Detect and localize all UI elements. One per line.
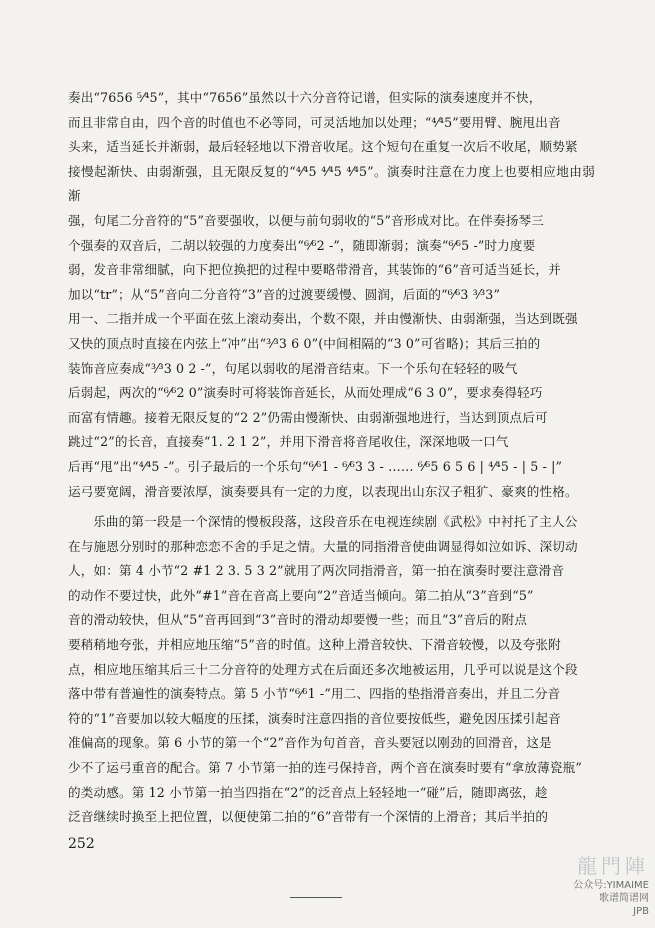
text-line: 符的“1”音要加以较大幅度的压揉，演奏时注意四指的音位要按低些，避免因压揉引起音	[68, 710, 561, 726]
text-line: 泛音继续时换至上把位置，以便使第二拍的“6”音带有一个深情的上滑音；其后半拍的	[68, 809, 549, 825]
text-line: 落中带有普遍性的演奏特点。第 5 小节“⁶⁄⁶1 -”用二、四指的垫指滑音奏出，并且二分音	[68, 686, 561, 702]
text-line: 加以“tr”；从“5”音向二分音符“3”音的过渡要缓慢、圆润，后面的“⁶⁄⁶3 ³⁄³3”	[68, 286, 501, 302]
body-text	[68, 86, 595, 830]
watermark	[539, 850, 649, 920]
text-line: 而且非常自由，四个音的时值也不必等同，可灵活地加以处理；“⁴⁄⁴5”要用臂、腕甩出音	[68, 114, 561, 130]
text-line: 接慢起渐快、由弱渐强，且无限反复的“⁴⁄⁴5 ⁴⁄⁴5 ⁴⁄⁴5”。演奏时注意在力度上也要相应地由弱渐	[68, 163, 595, 204]
text-line: 准偏高的现象。第 6 小节的第一个“2”音作为句首音，音头要冠以刚劲的回滑音，这是	[68, 735, 552, 751]
page-number: 252	[68, 836, 95, 852]
text-line: 运弓要宽阔，滑音要浓厚，演奏要具有一定的力度，以表现出山东汉子粗犷、豪爽的性格。	[68, 483, 578, 499]
text-line: 装饰音应奏成“³⁄³3 0 2 -”，句尾以弱收的尾滑音结束。下一个乐句在轻轻的吸气	[68, 360, 518, 376]
text-line: 音的滑动较快，但从“5”音再回到“3”音时的滑动却要慢一些；而且“3”音后的附点	[68, 612, 528, 628]
text-line: 后弱起，两次的“⁶⁄⁶2 0”演奏时可将装饰音延长，从而处理成“6 3 0”，要求奏得轻巧	[68, 385, 543, 401]
text-line: 少不了运弓重音的配合。第 7 小节第一拍的连弓保持音，两个音在演奏时要有“拿放薄瓷瓶”	[68, 760, 582, 776]
text-line: 人，如：第 4 小节“2 #1 2 3. 5 3 2”就用了两次同指滑音，第一拍在演奏时要注意滑音	[68, 563, 565, 579]
text-line: 个强奏的双音后，二胡以较强的力度奏出“⁶⁄⁶2 -”，随即渐弱；演奏“⁶⁄⁶5 -”时力度要	[68, 237, 536, 253]
text-line: 在与施恩分别时的那种恋恋不舍的手足之情。大量的同指滑音使曲调显得如泣如诉、深切动	[68, 538, 578, 554]
paragraph-1	[68, 86, 595, 504]
watermark-line-2: 歌谱简谱网	[599, 893, 649, 904]
text-line: 跳过“2”的长音，直接奏“1. 2 1 2”，并用下滑音将音尾收住，深深地吸一口气	[68, 434, 509, 450]
text-line: 弱，发音非常细腻，向下把位换把的过程中要略带滑音，其装饰的“6”音可适当延长，并	[68, 262, 561, 278]
watermark-line-1: 公众号:YIMAIME	[573, 880, 649, 891]
text-line: 奏出“7656 ⁵⁄⁴5”，其中“7656”虽然以十六分音符记谱，但实际的演奏速度并不快，	[68, 90, 542, 105]
text-line: 的类动感。第 12 小节第一拍当四指在“2”的泛音点上轻轻地一“碰”后，随即离弦，趁	[68, 784, 548, 800]
text-line: 点，相应地压缩其后三十二分音符的处理方式在后面还多次地被运用，几乎可以说是这个段	[68, 661, 578, 677]
footer-divider	[290, 897, 342, 898]
text-line: 后再“甩”出“⁴⁄⁴5 -”。引子最后的一个乐句“⁶⁄⁶1 - ⁶⁄⁶3 3 - …… ⁶⁄⁶5 6 5 6 | ⁴⁄⁴5 - | 5 - |”	[68, 458, 563, 474]
text-line: 要稍稍地夸张，并相应地压缩“5”音的时值。这种上滑音较快、下滑音较慢，以及夸张附	[68, 637, 561, 653]
watermark-logo: 龍門陣	[577, 854, 649, 878]
text-line: 的动作不要过快，此外“#1”音在音高上要向“2”音适当倾向。第二拍从“3”音到“5”	[68, 587, 534, 603]
text-line: 头来，适当延长并渐弱，最后轻轻地以下滑音收尾。这个短句在重复一次后不收尾，顺势紧	[68, 139, 578, 155]
paragraph-2	[68, 510, 595, 830]
text-line: 又快的顶点时直接在内弦上“冲”出“³⁄³3 6 0”(中间相隔的“3 0”可省略)；其后三拍的	[68, 335, 541, 351]
text-line: 而富有情趣。接着无限反复的“2 2”仍需由慢渐快、由弱渐强地进行，当达到顶点后可	[68, 409, 548, 425]
text-line: 乐曲的第一段是一个深情的慢板段落，这段音乐在电视连续剧《武松》中衬托了主人公	[93, 514, 578, 530]
text-line: 用一、二指并成一个平面在弦上滚动奏出，个数不限，并由慢渐快、由弱渐强，当达到既强	[68, 311, 578, 327]
text-line: 强，句尾二分音符的“5”音要强收，以便与前句弱收的“5”音形成对比。在伴奏扬琴三	[68, 212, 544, 228]
watermark-line-3: JPB	[633, 906, 649, 917]
